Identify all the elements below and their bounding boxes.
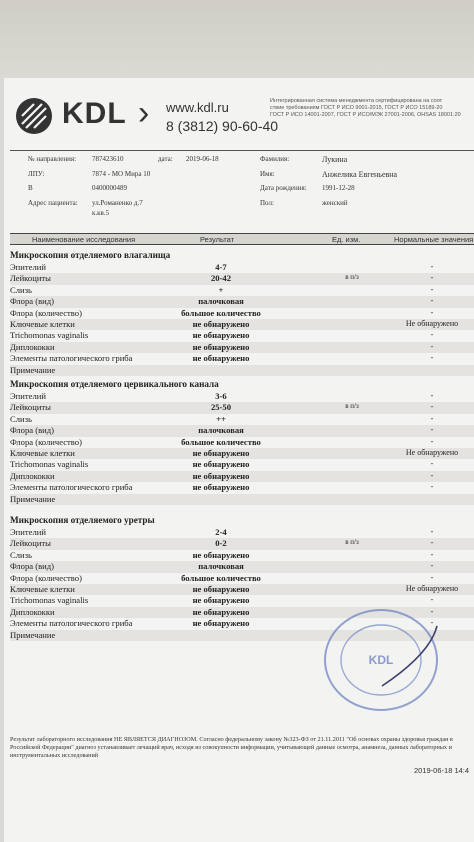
test-norm: -: [430, 262, 434, 271]
lab-stamp: [322, 606, 440, 714]
test-norm: -: [430, 273, 434, 283]
test-name: Флора (вид): [10, 296, 54, 307]
table-row: [10, 527, 474, 538]
test-name: Элементы патологического гриба: [10, 482, 133, 493]
date-label: дата:: [158, 155, 173, 163]
test-norm: -: [430, 459, 434, 469]
table-row: [10, 437, 474, 448]
table-row: [10, 296, 474, 307]
col-norm-header: Нормальные значения: [394, 235, 474, 244]
test-name: Элементы патологического гриба: [10, 618, 133, 629]
surname-label: Фамилия:: [260, 155, 290, 163]
test-result: 2-4: [215, 527, 227, 537]
birth-value: 1991-12-28: [322, 184, 355, 192]
test-result: большое количество: [181, 436, 261, 447]
test-name: Флора (количество): [10, 307, 82, 318]
test-norm: -: [430, 341, 434, 351]
test-name: Флора (вид): [10, 561, 54, 572]
table-row: [10, 391, 474, 402]
address-value: к.кв.5: [92, 209, 110, 217]
test-norm: -: [430, 296, 434, 306]
table-row: [10, 273, 474, 284]
v-label: В: [28, 184, 33, 192]
test-result: не обнаружено: [192, 448, 250, 458]
table-row: [10, 482, 474, 493]
table-row: [10, 459, 474, 470]
table-row: [10, 414, 474, 425]
test-result: палочковая: [198, 561, 244, 572]
test-name: Эпителий: [10, 391, 46, 401]
test-norm: Не обнаружено: [405, 584, 459, 593]
cert-line: Интегрированная система менеджмента сертифицирована на соот: [270, 98, 443, 104]
test-result: палочковая: [198, 425, 244, 436]
test-norm: -: [430, 470, 434, 480]
print-date: 2019-06-18 14:4: [414, 766, 470, 775]
name-value: Анжелика Евгеньевна: [322, 170, 398, 179]
test-result: палочковая: [198, 296, 244, 307]
test-name: Trichomonas vaginalis: [10, 330, 89, 341]
cert-line: ГОСТ Р ИСО 14001-2007, ГОСТ Р ИСО/МЭК 27001-2006, OHSAS 18001:20: [270, 112, 461, 118]
test-name: Ключевые клетки: [10, 448, 75, 458]
test-norm: -: [430, 353, 434, 363]
test-name: Флора (вид): [10, 425, 54, 436]
certification-note: [270, 98, 474, 119]
lpu-value: 7874 - МО Мира 10: [92, 170, 151, 178]
test-norm: Не обнаружено: [405, 319, 459, 328]
test-name: Лейкоциты: [10, 273, 51, 284]
test-result: не обнаружено: [192, 606, 250, 617]
table-row: [10, 584, 474, 595]
test-result: не обнаружено: [192, 482, 250, 493]
test-name: Диплококки: [10, 470, 55, 481]
test-result: ++: [216, 413, 226, 424]
table-row: [10, 550, 474, 561]
test-name: Эпителий: [10, 527, 46, 537]
address-label: Адрес пациента:: [28, 199, 78, 207]
test-result: не обнаружено: [192, 618, 250, 629]
test-norm: -: [430, 402, 434, 412]
chevron-right-icon: ›: [138, 94, 150, 132]
test-unit: в п/з: [345, 538, 359, 547]
address-value: ул.Романенко д.7: [92, 199, 143, 207]
table-row: [10, 308, 474, 319]
col-name-header: Наименование исследования: [32, 235, 136, 244]
test-result: большое количество: [181, 307, 261, 318]
test-name: Эпителий: [10, 262, 46, 272]
test-name: Лейкоциты: [10, 402, 51, 413]
test-result: не обнаружено: [192, 584, 250, 594]
lpu-label: ЛПУ:: [28, 170, 45, 178]
logo-text: KDL: [62, 97, 127, 130]
test-result: не обнаружено: [192, 470, 250, 481]
test-name: Примечание: [10, 493, 56, 504]
svg-text:KDL: KDL: [368, 653, 394, 667]
table-row: [10, 471, 474, 482]
test-result: 4-7: [215, 262, 227, 272]
section-title: Микроскопия отделяемого влагалища: [10, 250, 171, 260]
test-name: Флора (количество): [10, 436, 82, 447]
background-surface: [0, 0, 474, 78]
table-row: [10, 573, 474, 584]
test-name: Trichomonas vaginalis: [10, 595, 89, 606]
table-row: [10, 538, 474, 549]
test-name: Диплококки: [10, 606, 55, 617]
test-result: 20-42: [210, 273, 232, 284]
col-unit-header: Ед. изм.: [332, 235, 361, 244]
test-result: не обнаружено: [192, 549, 250, 560]
test-norm: -: [430, 307, 434, 317]
test-norm: -: [430, 436, 434, 446]
date-value: 2019-06-18: [186, 155, 219, 163]
kdl-logo-icon: [14, 96, 54, 136]
test-norm: -: [430, 330, 434, 340]
test-result: не обнаружено: [192, 353, 250, 364]
v-value: 0400000489: [92, 184, 127, 192]
table-row: [10, 319, 474, 330]
test-result: 0-2: [215, 538, 227, 549]
test-name: Слизь: [10, 284, 32, 295]
test-norm: -: [430, 561, 434, 571]
test-name: Ключевые клетки: [10, 319, 75, 329]
table-row: [10, 262, 474, 273]
test-norm: -: [430, 606, 434, 616]
test-norm: -: [430, 527, 434, 536]
test-result: 25-50: [210, 402, 232, 413]
test-result: большое количество: [181, 572, 261, 583]
test-result: не обнаружено: [192, 595, 250, 606]
table-row: [10, 448, 474, 459]
cert-line: ствие требованиям ГОСТ Р ИСО 9001-2015, ГОСТ Р ИСО 15189-20: [270, 105, 443, 111]
table-row: [10, 330, 474, 341]
birth-label: Дата рождения:: [260, 184, 307, 192]
phone-number: 8 (3812) 90-60-40: [166, 118, 279, 134]
section-title: Микроскопия отделяемого цервикального канала: [10, 379, 219, 389]
letterhead: [14, 92, 474, 142]
surname-value: Лукина: [322, 155, 348, 164]
disclaimer-text: Результат лабораторного исследования НЕ ЯВЛЯЕТСЯ ДИАГНОЗОМ. Согласно федеральному закону №323-ФЗ от 21.11.2011 "Об основах охраны здоровья граждан в Российской Федерации" диагноз устанавливает лечащий врач, исходя из совокупности информации, учитывающей данные осмотра, анамнеза, данных лабораторных и инструментальных исследований: [10, 736, 453, 759]
test-result: +: [218, 284, 224, 295]
test-norm: -: [430, 425, 434, 435]
table-row: [10, 425, 474, 436]
test-norm: -: [430, 413, 434, 423]
divider: [10, 150, 474, 151]
test-name: Флора (количество): [10, 572, 82, 583]
test-name: Лейкоциты: [10, 538, 51, 549]
test-norm: -: [430, 538, 434, 548]
test-name: Примечание: [10, 364, 56, 375]
table-row: [10, 402, 474, 413]
table-row: [10, 285, 474, 296]
test-norm: Не обнаружено: [405, 448, 459, 457]
table-row: [10, 561, 474, 572]
test-norm: -: [430, 482, 434, 492]
test-result: не обнаружено: [192, 341, 250, 352]
test-name: Примечание: [10, 629, 56, 640]
table-row: [10, 353, 474, 364]
table-row: [10, 365, 474, 376]
website-link[interactable]: www.kdl.ru: [166, 100, 229, 115]
test-result: не обнаружено: [192, 459, 250, 470]
test-name: Диплококки: [10, 341, 55, 352]
test-result: не обнаружено: [192, 330, 250, 341]
name-label: Имя:: [260, 170, 275, 178]
test-norm: -: [430, 572, 434, 582]
section-title: Микроскопия отделяемого уретры: [10, 515, 155, 525]
sex-value: женский: [322, 199, 348, 207]
test-norm: -: [430, 391, 434, 400]
col-result-header: Результат: [200, 235, 235, 244]
test-unit: в п/з: [345, 402, 359, 411]
test-result: не обнаружено: [192, 319, 250, 329]
test-name: Слизь: [10, 413, 32, 424]
test-name: Ключевые клетки: [10, 584, 75, 594]
results-table-header: [10, 233, 474, 245]
test-norm: -: [430, 595, 434, 605]
order-label: № направления:: [28, 155, 77, 163]
test-name: Элементы патологического гриба: [10, 353, 133, 364]
test-norm: -: [430, 284, 434, 294]
test-unit: в п/з: [345, 273, 359, 282]
test-norm: -: [430, 618, 434, 628]
test-name: Trichomonas vaginalis: [10, 459, 89, 470]
test-result: 3-6: [215, 391, 227, 401]
test-name: Слизь: [10, 549, 32, 560]
order-value: 787423610: [92, 155, 124, 163]
table-row: [10, 494, 474, 505]
test-norm: -: [430, 549, 434, 559]
sex-label: Пол:: [260, 199, 274, 207]
table-row: [10, 342, 474, 353]
